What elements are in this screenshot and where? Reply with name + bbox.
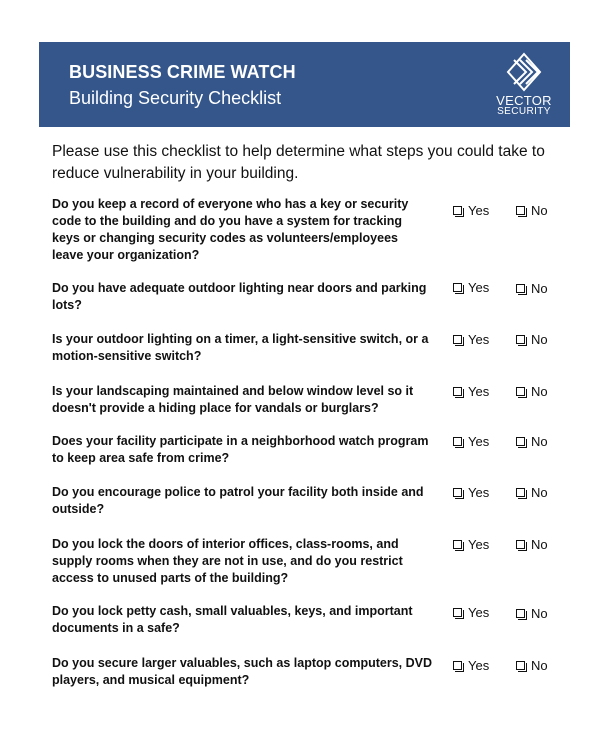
no-checkbox[interactable]: No	[516, 332, 548, 347]
checkbox-icon	[516, 609, 525, 618]
yes-checkbox[interactable]: Yes	[453, 203, 489, 218]
yes-checkbox[interactable]: Yes	[453, 485, 489, 500]
checkbox-icon	[453, 608, 462, 617]
checkbox-icon	[516, 661, 525, 670]
checkbox-icon	[453, 437, 462, 446]
checkbox-icon	[453, 387, 462, 396]
yes-checkbox[interactable]: Yes	[453, 434, 489, 449]
no-checkbox[interactable]: No	[516, 434, 548, 449]
checkbox-icon	[453, 283, 462, 292]
checkbox-icon	[453, 206, 462, 215]
yes-checkbox[interactable]: Yes	[453, 332, 489, 347]
question-text: Is your landscaping maintained and below window level so it doesn't provide a hiding place for vandals or burglars?	[52, 384, 414, 415]
vector-security-logo	[486, 50, 562, 120]
no-checkbox[interactable]: No	[516, 485, 548, 500]
question-text: Do you lock petty cash, small valuables, keys, and important documents in a safe?	[52, 604, 413, 635]
checkbox-icon	[516, 540, 525, 549]
checkbox-icon	[516, 437, 525, 446]
yes-checkbox[interactable]: Yes	[453, 384, 489, 399]
diamond-logo-icon	[506, 52, 542, 92]
no-checkbox[interactable]: No	[516, 606, 548, 621]
yes-checkbox[interactable]: Yes	[453, 605, 489, 620]
checkbox-icon	[453, 488, 462, 497]
yes-checkbox[interactable]: Yes	[453, 537, 489, 552]
no-checkbox[interactable]: No	[516, 281, 548, 296]
question-text: Do you have adequate outdoor lighting near doors and parking lots?	[52, 281, 427, 312]
question-text: Do you encourage police to patrol your facility both inside and outside?	[52, 485, 424, 516]
checkbox-icon	[516, 488, 525, 497]
question-text: Do you lock the doors of interior offices, class-rooms, and supply rooms when they are not in use, and do you restrict access to unused parts of the building?	[52, 537, 403, 585]
no-checkbox[interactable]: No	[516, 537, 548, 552]
document-title: BUSINESS CRIME WATCH	[69, 62, 296, 82]
no-checkbox[interactable]: No	[516, 658, 548, 673]
checkbox-icon	[453, 540, 462, 549]
question-text: Do you keep a record of everyone who has a key or security code to the building and do you have a system for tracking keys or changing security codes as volunteers/employees leave your organization?	[52, 197, 409, 262]
yes-checkbox[interactable]: Yes	[453, 280, 489, 295]
no-checkbox[interactable]: No	[516, 384, 548, 399]
question-text: Do you secure larger valuables, such as laptop computers, DVD players, and musical equipment?	[52, 656, 432, 687]
question-text: Is your outdoor lighting on a timer, a light-sensitive switch, or a motion-sensitive switch?	[52, 332, 429, 363]
logo-word-security: SECURITY	[497, 106, 551, 117]
checkbox-icon	[516, 387, 525, 396]
yes-checkbox[interactable]: Yes	[453, 658, 489, 673]
logo-word-vector: VECTOR	[496, 93, 552, 108]
checkbox-icon	[453, 661, 462, 670]
checkbox-icon	[516, 335, 525, 344]
header-banner	[39, 42, 570, 127]
checkbox-icon	[516, 206, 525, 215]
intro-text: Please use this checklist to help determine what steps you could take to reduce vulnerability in your building.	[52, 143, 545, 182]
document-subtitle: Building Security Checklist	[69, 88, 282, 108]
question-text: Does your facility participate in a neighborhood watch program to keep area safe from crime?	[52, 434, 429, 465]
no-checkbox[interactable]: No	[516, 203, 548, 218]
checkbox-icon	[453, 335, 462, 344]
checkbox-icon	[516, 284, 525, 293]
